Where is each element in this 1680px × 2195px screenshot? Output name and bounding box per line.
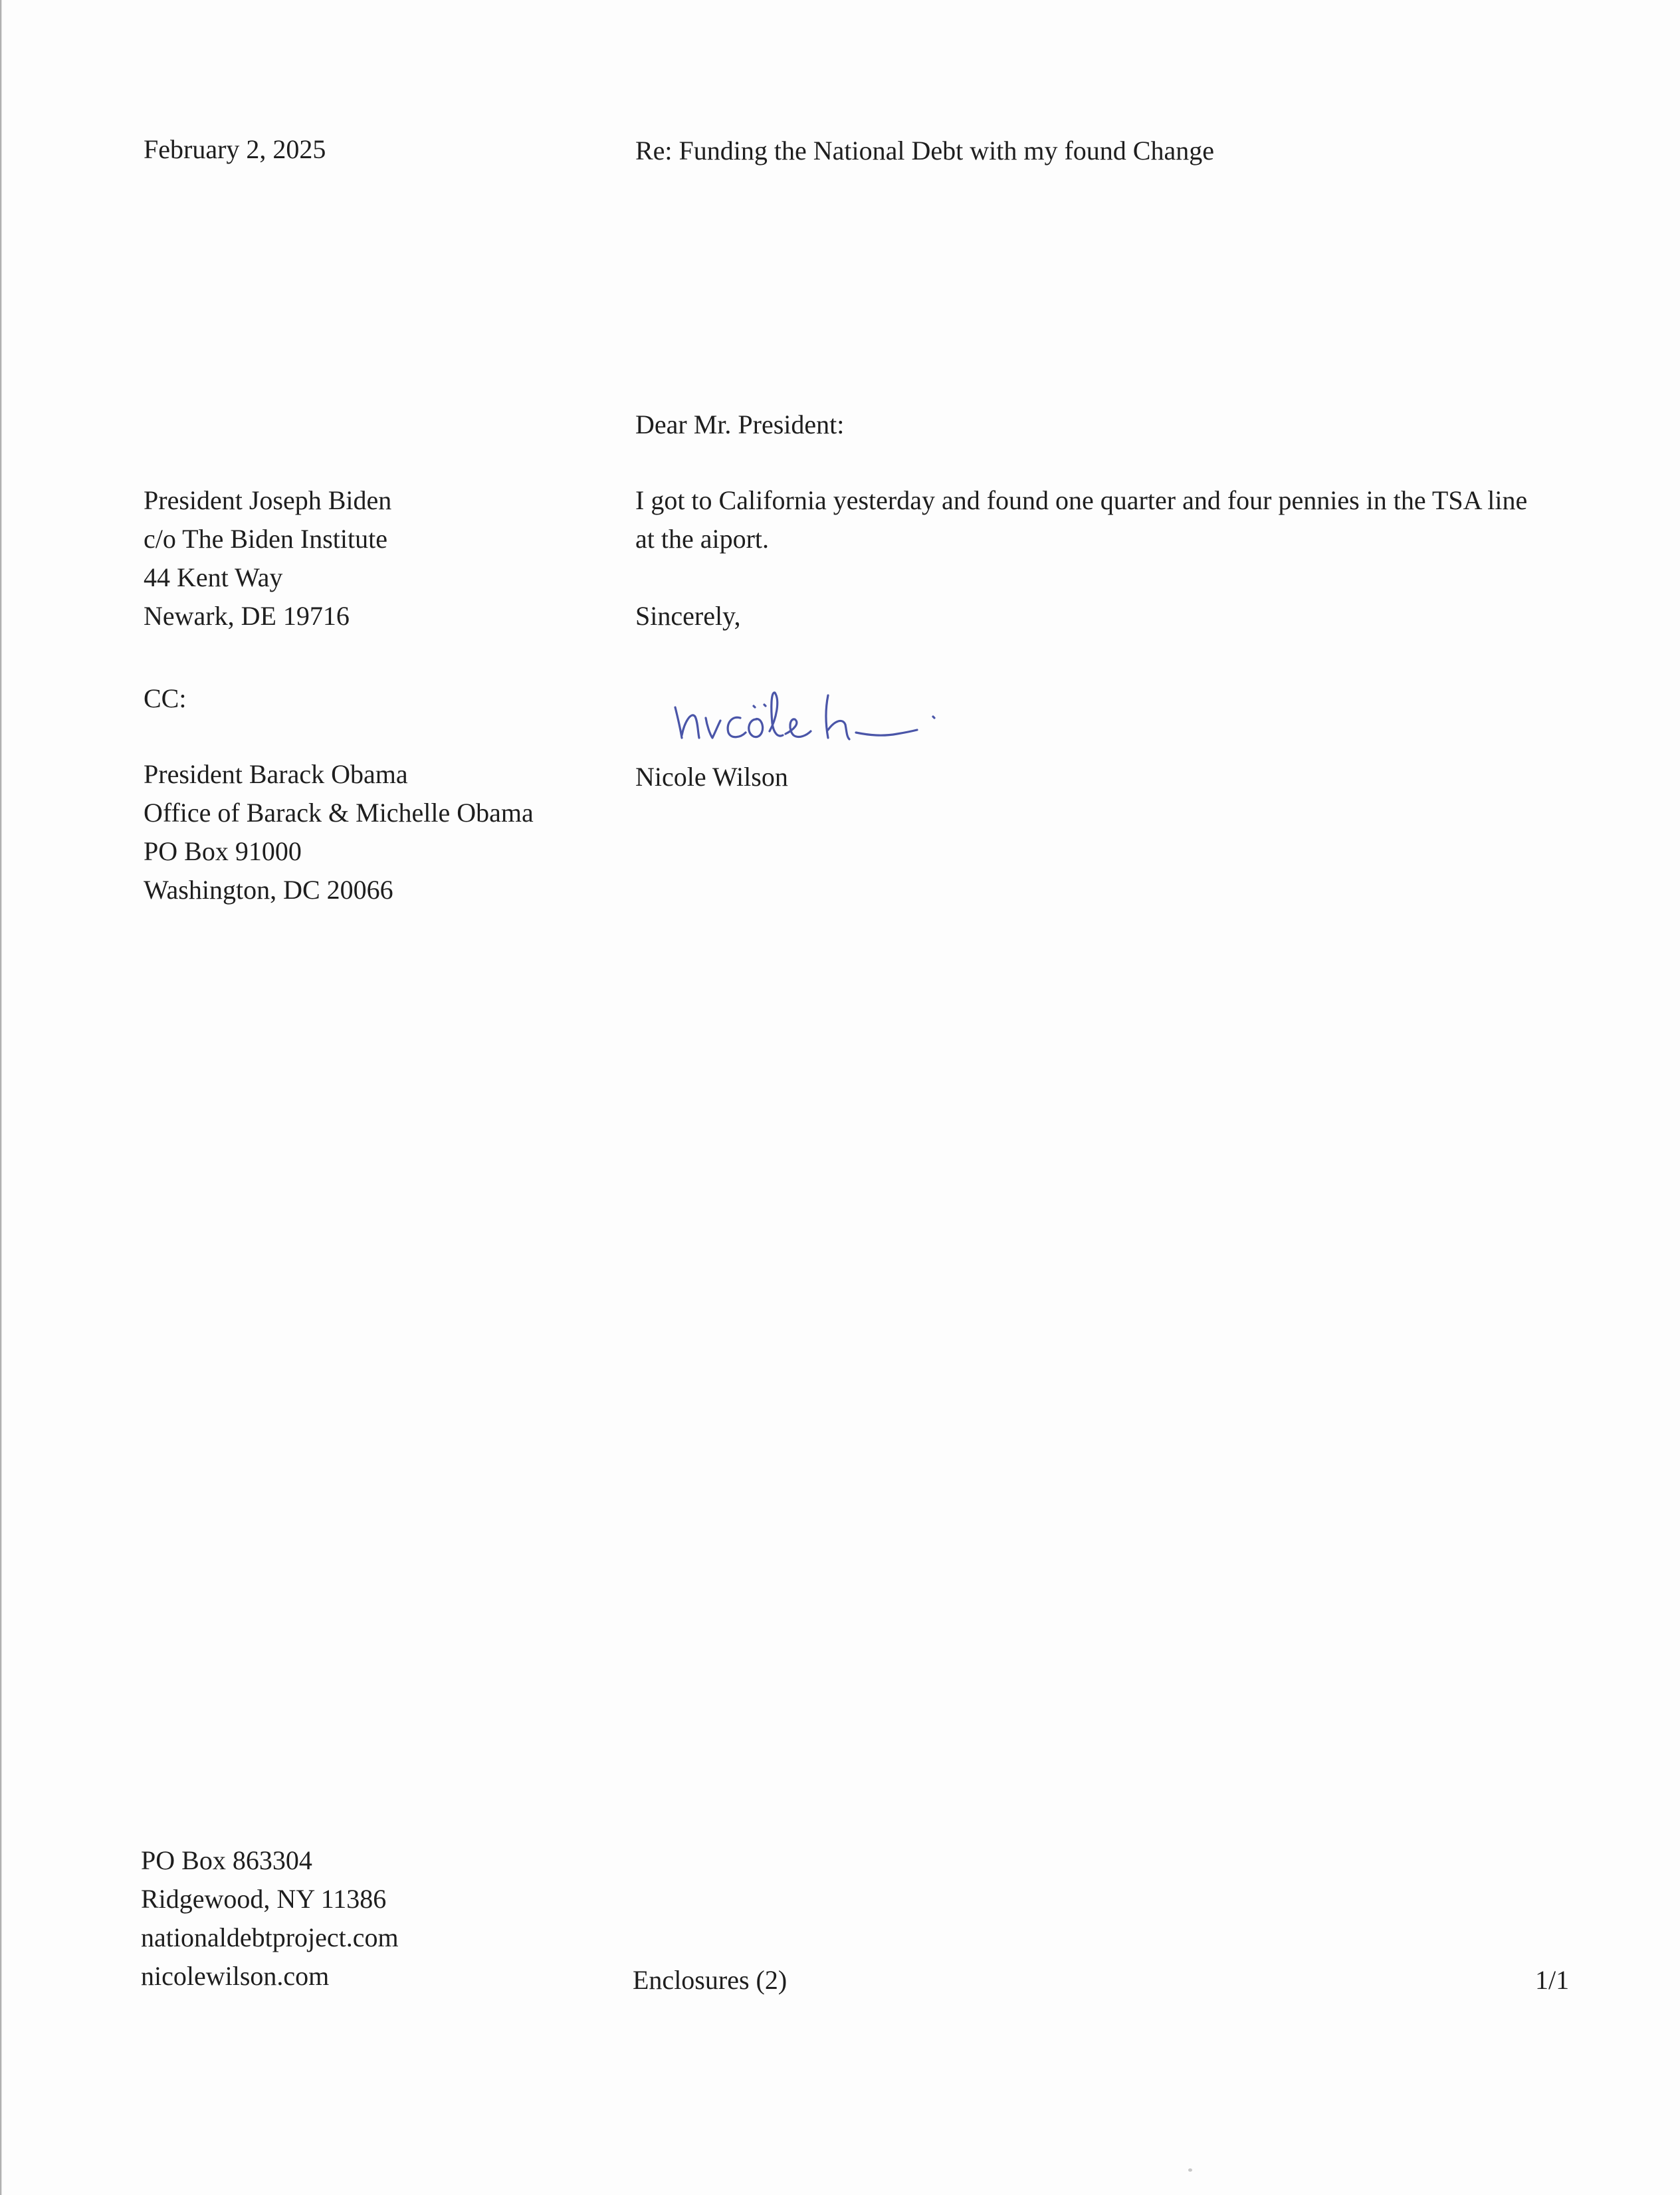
closing: Sincerely, <box>635 601 741 631</box>
cc-line: PO Box 91000 <box>144 836 302 866</box>
scan-speck <box>1188 2168 1192 2172</box>
cc-label: CC: <box>144 683 187 713</box>
recipient-line: c/o The Biden Institute <box>144 524 387 554</box>
cc-address <box>144 755 534 909</box>
letter-body <box>635 481 1527 558</box>
footer-website-link: nationaldebtproject.com <box>141 1922 399 1952</box>
body-line: I got to California yesterday and found one quarter and four pennies in the TSA line <box>635 485 1528 515</box>
recipient-line: Newark, DE 19716 <box>144 601 350 631</box>
enclosures-note: Enclosures (2) <box>633 1965 788 1995</box>
handwritten-signature <box>671 677 950 750</box>
letter-subject: Re: Funding the National Debt with my found Change <box>635 136 1214 166</box>
sender-name: Nicole Wilson <box>635 762 788 792</box>
footer-address-line: PO Box 863304 <box>141 1845 312 1875</box>
recipient-address <box>144 481 391 635</box>
salutation: Dear Mr. President: <box>635 409 845 439</box>
body-line: at the aiport. <box>635 524 770 554</box>
footer-website-link: nicolewilson.com <box>141 1961 330 1991</box>
footer-address-line: Ridgewood, NY 11386 <box>141 1884 387 1914</box>
cc-line: Office of Barack & Michelle Obama <box>144 798 534 828</box>
footer-sender-address <box>141 1841 399 1996</box>
scan-edge <box>0 0 2 2195</box>
cc-line: President Barack Obama <box>144 759 408 789</box>
recipient-line: 44 Kent Way <box>144 562 283 592</box>
cc-line: Washington, DC 20066 <box>144 875 393 905</box>
page-number: 1/1 <box>1535 1965 1570 1995</box>
recipient-line: President Joseph Biden <box>144 485 392 515</box>
letter-date: February 2, 2025 <box>144 134 326 164</box>
